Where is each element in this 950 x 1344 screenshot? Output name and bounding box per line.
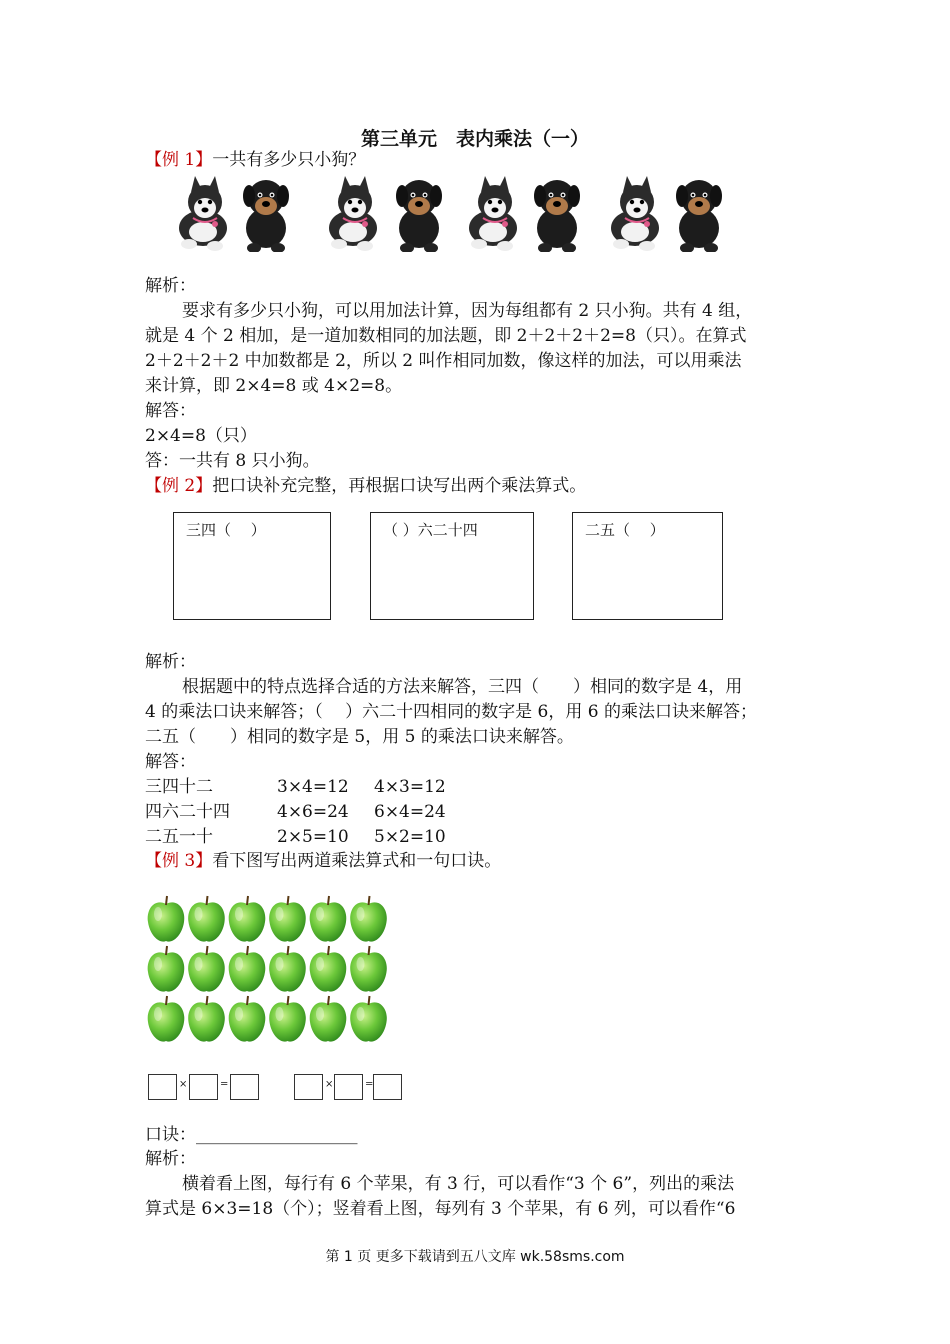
apple — [229, 896, 266, 942]
rottweiler-puppy — [676, 180, 722, 252]
answer-equation: 3×4=12 — [277, 777, 349, 797]
answer-blank[interactable] — [230, 1074, 259, 1100]
puppies-illustration — [175, 172, 735, 252]
analysis-line: 算式是 6×3=18（个）；竖着看上图，每列有 3 个苹果，有 6 列，可以看作“6 — [145, 1199, 736, 1219]
apple — [188, 996, 225, 1042]
answer-label: 解答： — [145, 401, 196, 421]
apple — [188, 896, 225, 942]
rottweiler-puppy — [396, 180, 442, 252]
answer-equation: 6×4=24 — [374, 802, 446, 822]
apple — [229, 946, 266, 992]
answer-blank[interactable] — [373, 1074, 402, 1100]
example-2-question — [145, 474, 586, 498]
rhyme-box-text: 三四（ ） — [186, 521, 266, 539]
analysis-line: 4 的乘法口诀来解答；（ ）六二十四相同的数字是 6，用 6 的乘法口诀来解答； — [145, 702, 757, 722]
apple-grid-illustration — [145, 892, 395, 1044]
apple — [269, 996, 306, 1042]
rhyme-box[interactable] — [572, 512, 723, 620]
question-text: 把口诀补充完整，再根据口诀写出两个乘法算式。 — [212, 476, 587, 496]
page-footer: 第 1 页 更多下载请到五八文库 wk.58sms.com — [325, 1249, 625, 1265]
rhyme-fill-line — [145, 1123, 358, 1147]
analysis-label: 解析： — [145, 1149, 196, 1169]
apple — [188, 946, 225, 992]
answer-blank[interactable] — [334, 1074, 363, 1100]
husky-puppy — [179, 176, 227, 251]
apple — [229, 996, 266, 1042]
answer-blank[interactable] — [294, 1074, 323, 1100]
answer-blank[interactable] — [148, 1074, 177, 1100]
answer-rhyme: 四六二十四 — [145, 802, 230, 822]
analysis-line: 二五（ ）相同的数字是 5，用 5 的乘法口诀来解答。 — [145, 727, 574, 747]
analysis-line: 根据题中的特点选择合适的方法来解答，三四（ ）相同的数字是 4，用 — [182, 677, 743, 697]
rottweiler-puppy — [243, 180, 289, 252]
answer-label: 解答： — [145, 752, 196, 772]
husky-puppy — [611, 176, 659, 251]
analysis-label: 解析： — [145, 652, 196, 672]
apple — [350, 996, 387, 1042]
rhyme-box[interactable] — [173, 512, 331, 620]
answer-equation: 4×6=24 — [277, 802, 349, 822]
analysis-label: 解析： — [145, 276, 196, 296]
page-title: 第三单元 表内乘法（一） — [360, 128, 589, 150]
analysis-line: 横着看上图，每行有 6 个苹果，有 3 行，可以看作“3 个 6”，列出的乘法 — [182, 1174, 735, 1194]
apple — [310, 946, 347, 992]
apple — [310, 896, 347, 942]
example-tag: 【例 3】 — [145, 851, 213, 871]
answer-blank[interactable] — [189, 1074, 218, 1100]
apple — [269, 896, 306, 942]
answer-rhyme: 三四十二 — [145, 777, 213, 797]
question-text: 看下图写出两道乘法算式和一句口诀。 — [212, 851, 502, 871]
apple — [350, 946, 387, 992]
apple — [269, 946, 306, 992]
analysis-line: 要求有多少只小狗，可以用加法计算，因为每组都有 2 只小狗。共有 4 组， — [182, 301, 753, 321]
example-tag: 【例 2】 — [145, 476, 213, 496]
rhyme-label: 口诀： — [145, 1125, 196, 1145]
rhyme-box-text: （ ）六二十四 — [383, 521, 478, 539]
equals-sign: = — [365, 1079, 374, 1090]
rottweiler-puppy — [534, 180, 580, 252]
times-sign: × — [179, 1079, 188, 1090]
apple — [148, 896, 185, 942]
example-1-question — [145, 148, 365, 172]
analysis-line: 2＋2＋2＋2 中加数都是 2，所以 2 叫作相同加数，像这样的加法，可以用乘法 — [145, 351, 742, 371]
answer-rhyme: 二五一十 — [145, 827, 213, 847]
rhyme-box-text: 二五（ ） — [585, 521, 665, 539]
answer-line: 答：一共有 8 只小狗。 — [145, 451, 320, 471]
analysis-line: 就是 4 个 2 相加，是一道加数相同的加法题，即 2＋2＋2＋2=8（只）。在算式 — [145, 326, 747, 346]
times-sign: × — [325, 1079, 334, 1090]
equals-sign: = — [220, 1079, 229, 1090]
question-text: 一共有多少只小狗？ — [212, 150, 366, 170]
apple — [310, 996, 347, 1042]
rhyme-blank[interactable]: ___________________ — [196, 1125, 358, 1145]
answer-equation: 5×2=10 — [374, 827, 446, 847]
answer-line: 2×4=8（只） — [145, 426, 257, 446]
apple — [350, 896, 387, 942]
apple — [148, 996, 185, 1042]
example-3-question — [145, 849, 501, 873]
answer-equation: 4×3=12 — [374, 777, 446, 797]
example-tag: 【例 1】 — [145, 150, 213, 170]
husky-puppy — [469, 176, 517, 251]
rhyme-box[interactable] — [370, 512, 534, 620]
husky-puppy — [329, 176, 377, 251]
answer-equation: 2×5=10 — [277, 827, 349, 847]
analysis-line: 来计算，即 2×4=8 或 4×2=8。 — [145, 376, 403, 396]
apple — [148, 946, 185, 992]
